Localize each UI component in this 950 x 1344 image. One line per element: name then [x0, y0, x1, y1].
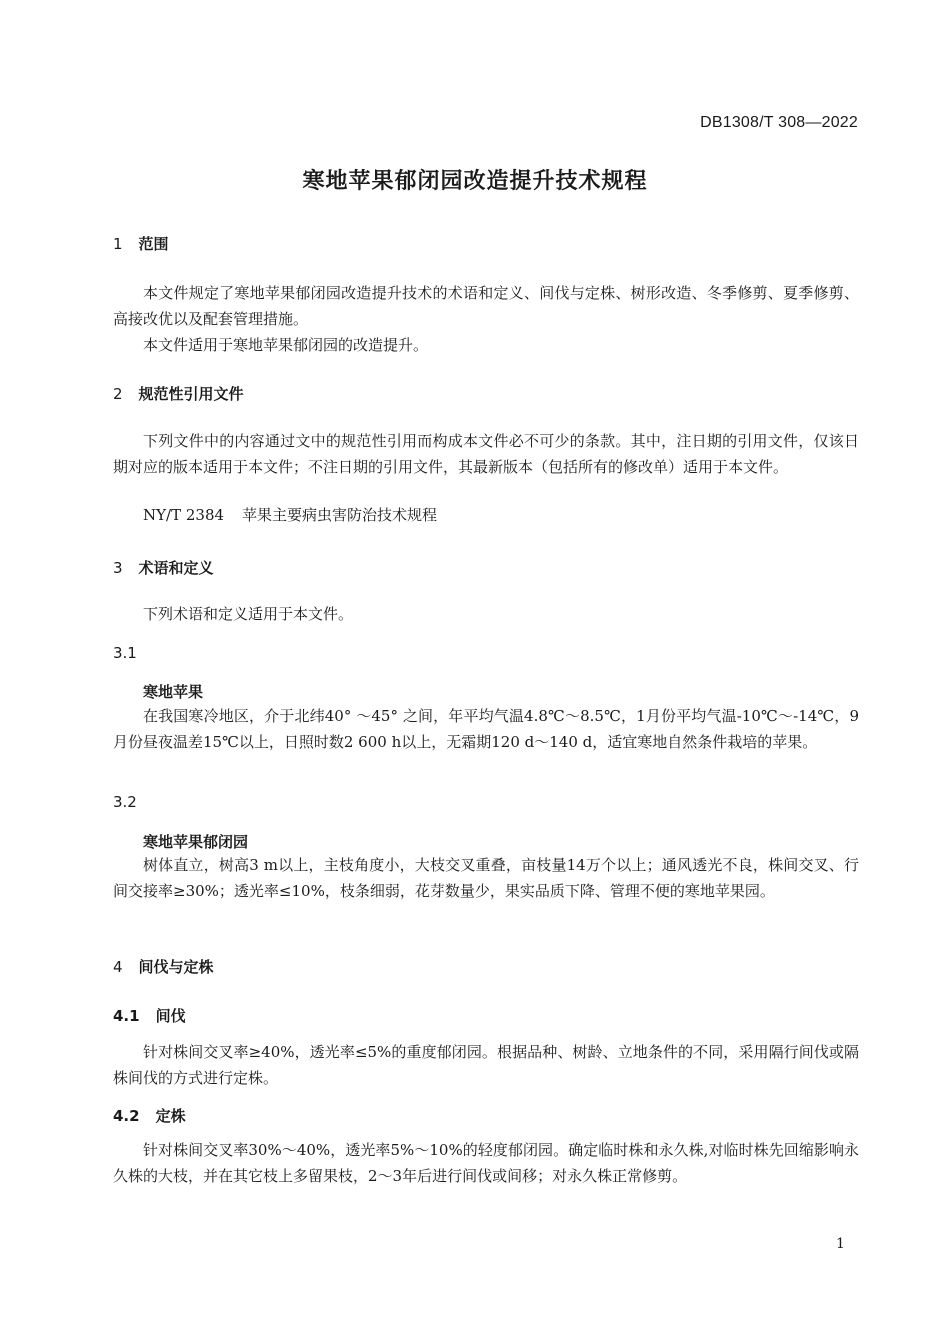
- section-title: 定株: [155, 1107, 186, 1125]
- section-4-2-paragraph: 针对株间交叉率30%～40%，透光率5%～10%的轻度郁闭园。确定临时株和永久株,对临时株先回缩影响永久株的大枝，并在其它枝上多留果枝，2～3年后进行间伐或间移；对永久株正常修剪。: [113, 1141, 859, 1185]
- section-number: 4: [113, 958, 123, 976]
- page-number: 1: [836, 1236, 845, 1252]
- section-2-heading: [113, 383, 859, 404]
- section-4-2-heading: [113, 1105, 859, 1126]
- term-3-1-number: 3.1: [113, 644, 137, 662]
- section-title: 间伐与定株: [138, 958, 214, 976]
- term-3-2-definition: 树体直立，树高3 m以上，主枝角度小，大枝交叉重叠，亩枝量14万个以上；通风透光不良，株间交叉、行间交接率≥30%；透光率≤10%，枝条细弱，花芽数量少，果实品质下降、管理不便的寒地苹果园。: [113, 856, 859, 900]
- term-3-1-name: 寒地苹果: [143, 683, 204, 701]
- reference-title: 苹果主要病虫害防治技术规程: [242, 506, 438, 524]
- term-3-2-number: 3.2: [113, 793, 137, 811]
- document-title: 寒地苹果郁闭园改造提升技术规程: [302, 169, 648, 194]
- section-2-paragraph: 下列文件中的内容通过文中的规范性引用而构成本文件必不可少的条款。其中，注日期的引用文件，仅该日期对应的版本适用于本文件；不注日期的引用文件，其最新版本（包括所有的修改单）适用于本文件。: [113, 432, 859, 476]
- section-title: 术语和定义: [138, 559, 214, 577]
- section-title: 间伐: [155, 1007, 186, 1025]
- section-number: 3: [113, 559, 123, 577]
- standard-code: DB1308/T 308—2022: [700, 114, 858, 131]
- section-number: 4.1: [113, 1007, 140, 1025]
- section-number: 2: [113, 385, 123, 403]
- section-number: 1: [113, 235, 123, 253]
- section-4-1-paragraph: 针对株间交叉率≥40%，透光率≤5%的重度郁闭园。根据品种、树龄、立地条件的不同，采用隔行间伐或隔株间伐的方式进行定株。: [113, 1043, 859, 1087]
- section-number: 4.2: [113, 1107, 140, 1125]
- section-title: 规范性引用文件: [138, 385, 244, 403]
- section-1-heading: [113, 233, 859, 254]
- normative-reference: [113, 502, 889, 528]
- section-1-paragraph-1: 本文件规定了寒地苹果郁闭园改造提升技术的术语和定义、间伐与定株、树形改造、冬季修剪、夏季修剪、高接改优以及配套管理措施。: [113, 284, 859, 328]
- section-title: 范围: [138, 235, 169, 253]
- term-3-2-name: 寒地苹果郁闭园: [143, 833, 249, 851]
- section-4-heading: [113, 956, 859, 977]
- section-4-1-heading: [113, 1005, 859, 1026]
- reference-code: NY/T 2384: [143, 506, 225, 524]
- section-3-heading: [113, 557, 859, 578]
- section-3-intro: 下列术语和定义适用于本文件。: [143, 605, 354, 623]
- term-3-1-definition: 在我国寒冷地区，介于北纬40° ～45° 之间，年平均气温4.8℃～8.5℃，1月份平均气温-10℃～-14℃，9月份昼夜温差15℃以上，日照时数2 600 h以上，无霜期120 d～140 d，适宜寒地自然条件栽培的苹果。: [113, 707, 859, 751]
- section-1-paragraph-2: 本文件适用于寒地苹果郁闭园的改造提升。: [143, 336, 429, 354]
